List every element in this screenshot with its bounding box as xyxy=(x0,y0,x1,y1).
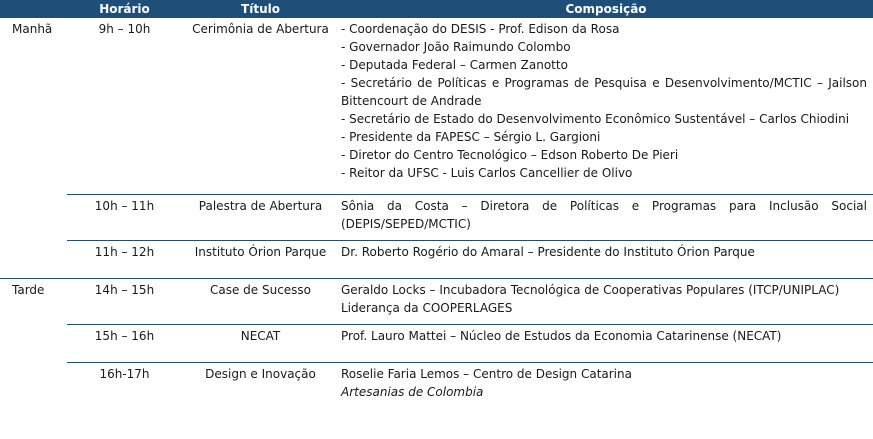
composition-cell xyxy=(339,278,873,324)
table-row xyxy=(0,324,873,362)
table-row xyxy=(0,240,873,278)
composition-line: - Presidente da FAPESC – Sérgio L. Gargioni xyxy=(341,130,601,144)
composition-line: - Secretário de Estado do Desenvolvimento Econômico Sustentável – Carlos Chiodini xyxy=(341,112,850,126)
time-cell: 11h – 12h xyxy=(67,240,182,278)
header-composition: Composição xyxy=(339,0,873,18)
time-cell: 15h – 16h xyxy=(67,324,182,362)
composition-line: Geraldo Locks – Incubadora Tecnológica de Cooperativas Populares (ITCP/UNIPLAC) xyxy=(341,282,840,297)
title-cell: Cerimônia de Abertura xyxy=(192,22,329,36)
composition-cell xyxy=(339,324,873,362)
title-cell: Palestra de Abertura xyxy=(182,194,339,240)
header-period xyxy=(0,0,67,18)
time-cell: 9h – 10h xyxy=(98,22,151,36)
period-cell xyxy=(0,194,67,240)
period-cell xyxy=(0,324,67,362)
composition-line: - Reitor da UFSC - Luis Carlos Cancellier de Olivo xyxy=(341,166,633,180)
time-cell: 14h – 15h xyxy=(67,278,182,324)
composition-cell xyxy=(339,194,873,240)
table-row xyxy=(0,18,873,194)
composition-cell xyxy=(339,240,873,278)
composition-cell xyxy=(339,362,873,439)
table-row xyxy=(0,194,873,240)
period-cell xyxy=(0,240,67,278)
header-title: Título xyxy=(182,0,339,18)
composition-line: Sônia da Costa – Diretora de Políticas e Programas para Inclusão Social (DEPIS/SEPED/MCTIC) xyxy=(341,198,867,231)
composition-line: - Secretário de Políticas e Programas de Pesquisa e Desenvolvimento/MCTIC – Jailson Bittencourt de Andrade xyxy=(341,76,867,108)
time-cell: 10h – 11h xyxy=(67,194,182,240)
period-cell xyxy=(0,362,67,439)
composition-line: - Deputada Federal – Carmen Zanotto xyxy=(341,58,568,72)
title-cell: NECAT xyxy=(182,324,339,362)
composition-line: - Governador João Raimundo Colombo xyxy=(341,40,571,54)
composition-line-italic: Artesanias de Colombia xyxy=(341,384,484,399)
header-time: Horário xyxy=(67,0,182,18)
title-cell: Design e Inovação xyxy=(182,362,339,439)
table-row xyxy=(0,278,873,324)
time-cell: 16h-17h xyxy=(67,362,182,439)
title-cell: Instituto Órion Parque xyxy=(182,240,339,278)
header-row xyxy=(0,0,873,18)
composition-line: - Coordenação do DESIS - Prof. Edison da Rosa xyxy=(341,22,620,36)
composition-line: Dr. Roberto Rogério do Amaral – Presidente do Instituto Órion Parque xyxy=(341,244,755,259)
title-cell: Case de Sucesso xyxy=(182,278,339,324)
composition-line: - Diretor do Centro Tecnológico – Edson Roberto De Pieri xyxy=(341,148,679,162)
period-cell: Tarde xyxy=(0,278,67,324)
composition-line: Liderança da COOPERLAGES xyxy=(341,300,513,315)
table-row xyxy=(0,362,873,439)
composition-line: Roselie Faria Lemos – Centro de Design Catarina xyxy=(341,366,632,381)
period-cell: Manhã xyxy=(12,22,53,36)
composition-line: Prof. Lauro Mattei – Núcleo de Estudos da Economia Catarinense (NECAT) xyxy=(341,328,782,343)
composition-cell xyxy=(339,18,873,194)
